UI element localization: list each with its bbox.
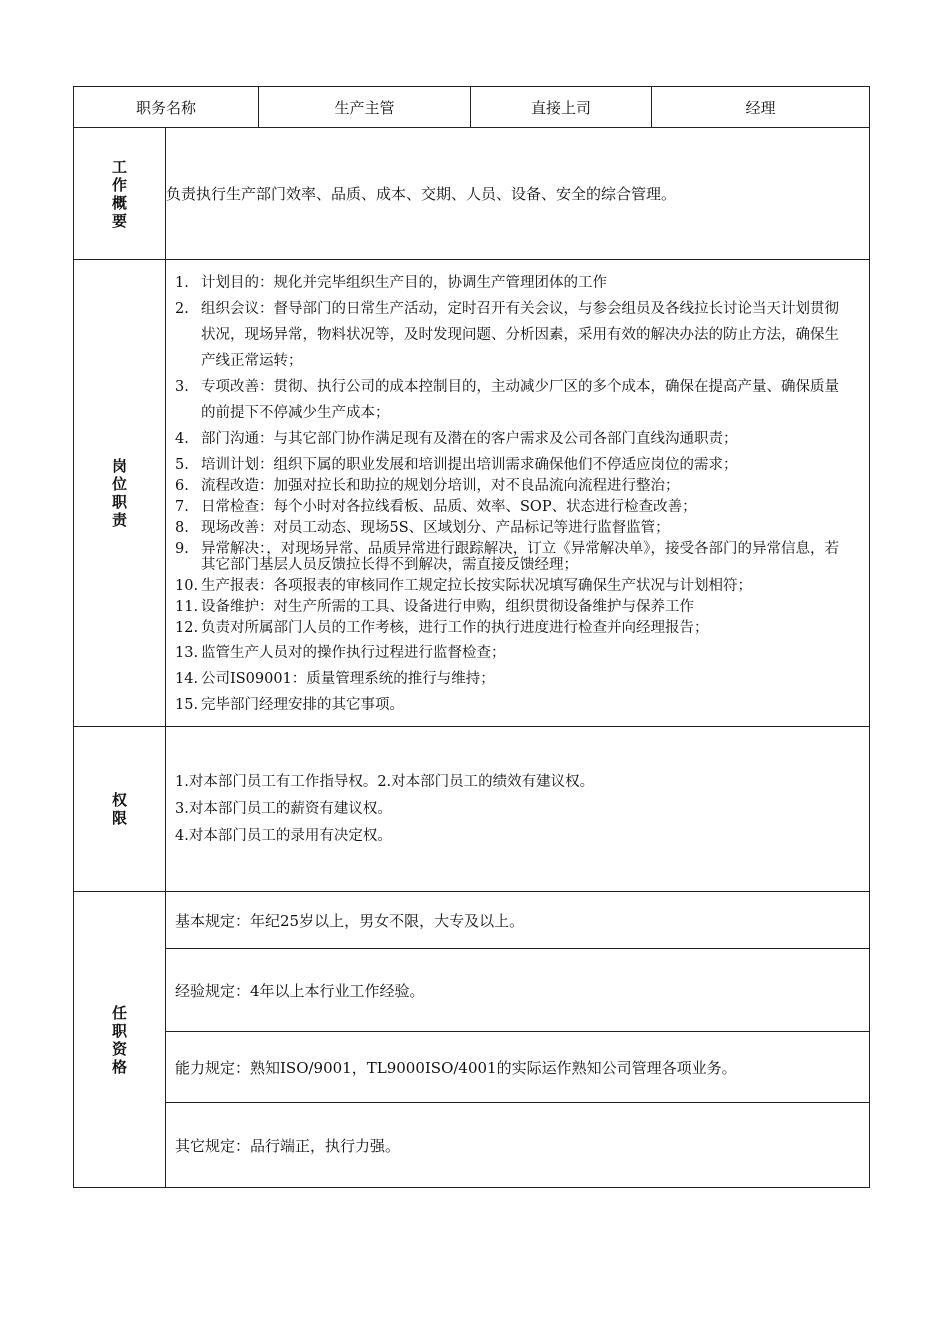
rights-label-cell	[74, 727, 166, 892]
duty-item	[175, 620, 849, 636]
duty-number: 9.	[175, 541, 189, 557]
duty-text: 计划目的：规化并完毕组织生产目的，协调生产管理团体的工作	[201, 275, 607, 291]
duty-number: 7.	[175, 499, 189, 515]
duty-number: 12.	[175, 620, 199, 636]
duty-number: 1.	[175, 275, 189, 291]
duties-list	[166, 266, 869, 720]
duty-number: 14.	[175, 671, 199, 687]
duty-text: 监管生产人员对的操作执行过程进行监督检查；	[201, 645, 506, 661]
basic-requirement: 基本规定：年纪25岁以上，男女不限，大专及以上。	[166, 892, 870, 949]
duty-item	[175, 478, 849, 494]
qualification-row-experience	[74, 949, 870, 1032]
duty-item	[175, 270, 849, 296]
duty-item	[175, 520, 849, 536]
duty-item	[175, 692, 849, 718]
duty-number: 8.	[175, 520, 189, 536]
rights-row	[74, 727, 870, 892]
other-requirement: 其它规定：品行端正，执行力强。	[166, 1103, 870, 1188]
qualification-row-other	[74, 1103, 870, 1188]
header-row	[74, 87, 870, 128]
duty-text: 培训计划：组织下属的职业发展和培训提出培训需求确保他们不停适应岗位的需求；	[201, 457, 738, 473]
duty-text: 日常检查：每个小时对各拉线看板、品质、效率、SOP、状态进行检查改善；	[201, 499, 697, 515]
summary-row	[74, 128, 870, 260]
qualifications-label-cell	[74, 892, 166, 1188]
duty-text: 设备维护：对生产所需的工具、设备进行申购，组织贯彻设备维护与保养工作	[201, 599, 694, 615]
job-description-document	[73, 86, 869, 1188]
duty-text: 现场改善：对员工动态、现场5S、区域划分、产品标记等进行监督监管；	[201, 520, 670, 536]
rights-line: 4.对本部门员工的录用有决定权。	[175, 827, 392, 844]
duty-text: 部门沟通：与其它部门协作满足现有及潜在的客户需求及公司各部门直线沟通职责；	[201, 431, 738, 447]
duty-text: 组织会议：督导部门的日常生产活动，定时召开有关会议，与参会组员及各线拉长讨论当天计划贯彻状况，现场异常，物料状况等，及时发现问题、分析因素，采用有效的解决办法的防止方法，确保生产线正常运转；	[201, 301, 839, 369]
rights-line: 3.对本部门员工的薪资有建议权。	[175, 800, 392, 817]
qualification-row-ability	[74, 1032, 870, 1103]
duty-text: 流程改造：加强对拉长和助拉的规划分培训，对不良品流向流程进行整治；	[201, 478, 680, 494]
duties-row	[74, 260, 870, 727]
duty-text: 公司IS09001：质量管理系统的推行与维持；	[201, 671, 495, 687]
rights-list	[166, 769, 869, 850]
duties-label-cell	[74, 260, 166, 727]
position-name-value: 生产主管	[259, 87, 471, 128]
summary-label: 工作概要	[111, 157, 127, 230]
duty-number: 3.	[175, 379, 189, 395]
duty-item	[175, 426, 849, 452]
duty-text: 生产报表：各项报表的审核同作工规定拉长按实际状况填写确保生产状况与计划相符；	[201, 578, 752, 594]
qualifications-label: 任职资格	[111, 1003, 127, 1076]
qualification-row-basic	[74, 892, 870, 949]
duty-number: 2.	[175, 301, 189, 317]
duty-item	[175, 374, 849, 426]
duty-number: 4.	[175, 431, 189, 447]
duty-number: 6.	[175, 478, 189, 494]
duties-label: 岗位职责	[111, 457, 127, 529]
summary-text: 负责执行生产部门效率、品质、成本、交期、人员、设备、安全的综合管理。	[166, 128, 870, 260]
rights-line: 1.对本部门员工有工作指导权。2.对本部门员工的绩效有建议权。	[175, 773, 595, 790]
position-name-label: 职务名称	[74, 87, 259, 128]
direct-superior-label: 直接上司	[471, 87, 652, 128]
duty-number: 15.	[175, 697, 199, 713]
duty-text: 负责对所属部门人员的工作考核，进行工作的执行进度进行检查并向经理报告；	[201, 620, 709, 636]
duty-item	[175, 578, 849, 594]
rights-content	[166, 727, 870, 892]
duty-item	[175, 457, 849, 473]
duty-item	[175, 599, 849, 615]
duty-item	[175, 640, 849, 666]
duty-number: 5.	[175, 457, 189, 473]
duty-text: 专项改善：贯彻、执行公司的成本控制目的，主动减少厂区的多个成本，确保在提高产量、确保质量的前提下不停减少生产成本；	[201, 379, 839, 421]
duty-number: 13.	[175, 645, 199, 661]
job-description-table	[73, 86, 870, 1188]
duty-item	[175, 541, 849, 573]
direct-superior-value: 经理	[652, 87, 870, 128]
duty-item	[175, 296, 849, 374]
duty-text: 完毕部门经理安排的其它事项。	[201, 697, 404, 713]
duty-item	[175, 666, 849, 692]
summary-label-cell	[74, 128, 166, 260]
duty-text: 异常解决：，对现场异常、品质异常进行跟踪解决，订立《异常解决单》，接受各部门的异常信息，若其它部门基层人员反馈拉长得不到解决，需直接反馈经理；	[201, 541, 839, 573]
ability-requirement: 能力规定：熟知ISO/9001，TL9000ISO/4001的实际运作熟知公司管理各项业务。	[166, 1032, 870, 1103]
duty-number: 10.	[175, 578, 199, 594]
rights-label: 权限	[111, 791, 127, 827]
duty-item	[175, 499, 849, 515]
duties-content	[166, 260, 870, 727]
duty-number: 11.	[175, 599, 199, 615]
experience-requirement: 经验规定：4年以上本行业工作经验。	[166, 949, 870, 1032]
